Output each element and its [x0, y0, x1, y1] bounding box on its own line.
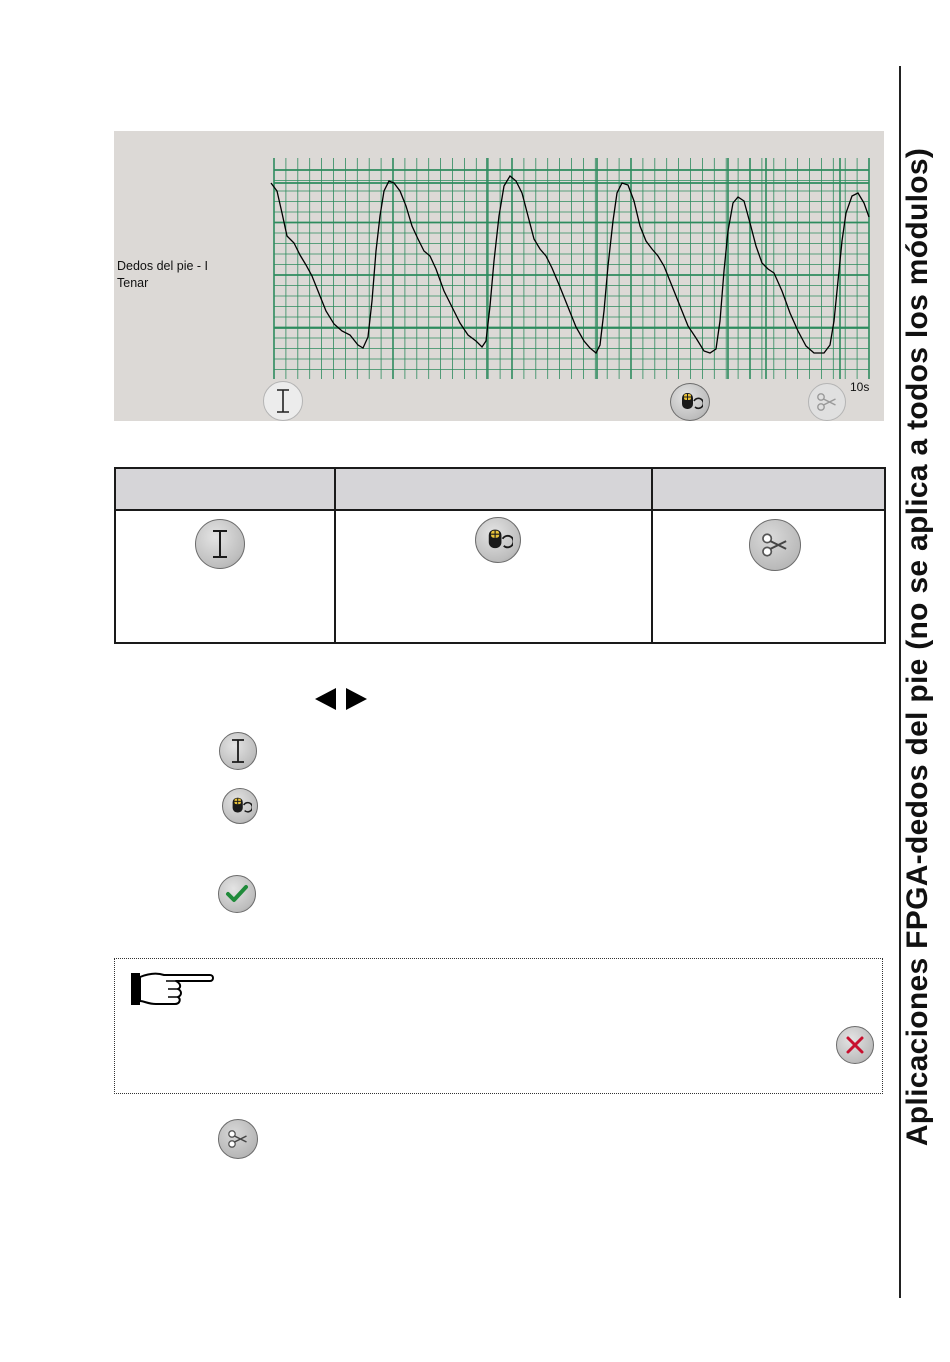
marker-cursor-icon	[273, 388, 293, 414]
mouse-reset-icon	[677, 389, 703, 415]
cancel-icon	[844, 1034, 866, 1056]
channel-label-line1: Dedos del pie - I	[117, 259, 209, 273]
scissors-button[interactable]	[749, 519, 801, 571]
check-icon	[225, 884, 249, 904]
table-header-cell	[335, 468, 652, 510]
table-header-row	[115, 468, 885, 510]
mouse-reset-button[interactable]	[670, 383, 710, 421]
mouse-reset-button[interactable]	[475, 517, 521, 563]
arrow-right-icon	[346, 688, 367, 710]
table-cell	[335, 510, 652, 643]
mouse-reset-icon	[483, 525, 513, 555]
pointing-hand-icon	[130, 969, 216, 1009]
marker-cursor-button[interactable]	[263, 381, 303, 421]
time-scale-label: 10s	[850, 380, 870, 394]
channel-label	[117, 258, 208, 292]
mouse-reset-button[interactable]	[222, 788, 258, 824]
cancel-button[interactable]	[836, 1026, 874, 1064]
channel-label-line2: Tenar	[117, 276, 149, 290]
side-title: Aplicaciones FPGA-dedos del pie (no se aplica a todos los módulos)	[901, 147, 934, 1147]
marker-cursor-icon	[208, 528, 232, 560]
arrow-keys	[314, 686, 370, 712]
icon-description-table	[114, 467, 886, 644]
scissors-icon	[758, 528, 792, 562]
table-row	[115, 510, 885, 643]
waveform-chart	[114, 131, 884, 421]
accept-button[interactable]	[218, 875, 256, 913]
table-header-cell	[115, 468, 335, 510]
scissors-icon	[814, 389, 840, 415]
scissors-button[interactable]	[808, 383, 846, 421]
marker-cursor-button[interactable]	[219, 732, 257, 770]
table-cell	[652, 510, 885, 643]
side-divider	[899, 66, 901, 1298]
table-header-cell	[652, 468, 885, 510]
scissors-button[interactable]	[218, 1119, 258, 1159]
note-box	[114, 958, 883, 1094]
chart-grid	[274, 158, 869, 379]
scissors-icon	[225, 1126, 251, 1152]
arrow-left-icon	[315, 688, 336, 710]
table-cell	[115, 510, 335, 643]
mouse-reset-icon	[228, 794, 252, 818]
marker-cursor-button[interactable]	[195, 519, 245, 569]
screenshot-panel	[114, 131, 884, 421]
marker-cursor-icon	[228, 738, 248, 764]
